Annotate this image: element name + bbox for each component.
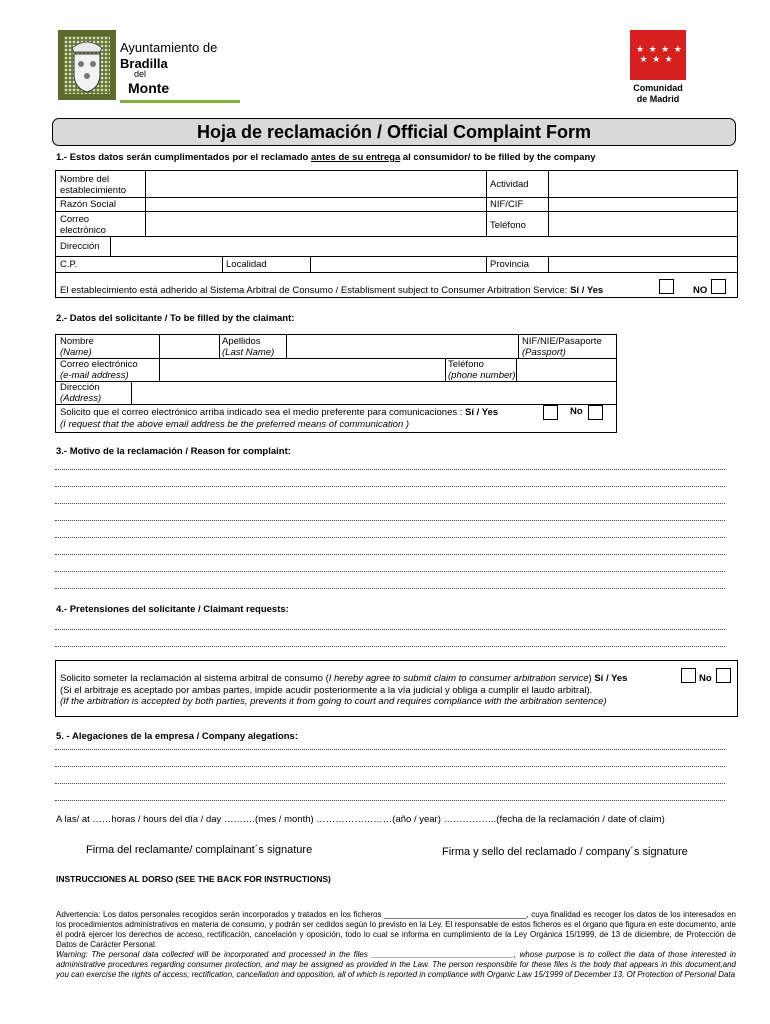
stars-icon: ★ ★ ★ ★ ★ ★ ★ <box>636 44 683 64</box>
correo-field[interactable] <box>147 212 485 235</box>
ayuntamiento-logo <box>58 30 218 102</box>
arbitration-box <box>55 660 738 717</box>
comunidad-madrid-name: Comunidad de Madrid <box>633 83 683 104</box>
email-preference-en: (I request that the above email address be the preferred means of communication ) <box>60 419 410 430</box>
claimant-apellidos-field[interactable] <box>288 336 517 357</box>
arbitral-no-label: NO <box>693 285 708 296</box>
claimant-data-table <box>55 334 617 433</box>
privacy-warning-es: Advertencia: Los datos personales recogidos serán incorporados y tratados en los ficheros ________________________________, cuya finalidad es recoger los datos de los interesados en los procedimientos administrativos en materia de consumo, y podrán ser cedidos según lo previsto en la Ley. El responsable de estos ficheros es el órgano que figura en este documento, ante él podrá ejercer los derechos de acceso, rectificación, cancelación y oposición, todo lo cual se informa en cumplimiento de la Ley Orgánica 15/1999, de 13 de diciembre, de Protección de Datos de Carácter Personal. <box>56 910 736 949</box>
claimant-nombre-label: Nombre (Name) <box>60 336 94 358</box>
logo-line-1: Ayuntamiento de <box>120 40 218 55</box>
privacy-warning-en: Warning: The personal data collected will be incorporated and processed in the files ________________________________, whose purpose is to collect the data of those interested in administrative procedures regarding consumer protection, and may be assigned as provided in the Law. The person responsible for these files is the body that appears in this document,and you can exercise the rights of access, rectification, cancellation and opposition, all of which is reported in compliance with Organic Law 15/1999 of December 13, Of Protection of Personal Data <box>56 950 736 979</box>
email-pref-no-label: No <box>570 406 583 417</box>
section-5-heading: 5. - Alegaciones de la empresa / Company alegations: <box>56 731 298 742</box>
arbitration-no-checkbox[interactable] <box>716 668 731 683</box>
claimant-correo-field[interactable] <box>161 359 444 380</box>
page-title: Hoja de reclamación / Official Complaint Form <box>52 118 736 146</box>
email-pref-no-checkbox[interactable] <box>588 405 603 420</box>
correo-label: Correo electrónico <box>60 214 106 236</box>
logo-line-3: del <box>134 69 147 79</box>
arbitral-text: El establecimiento está adherido al Sistema Arbitral de Consumo / Establisment subject to Consumer Arbitration Service: Sí / Yes <box>60 285 604 296</box>
section-3-heading: 3.- Motivo de la reclamación / Reason for complaint: <box>56 446 291 457</box>
direccion-field[interactable] <box>112 237 736 255</box>
localidad-field[interactable] <box>312 257 485 271</box>
claimant-nombre-field[interactable] <box>161 336 218 357</box>
provincia-field[interactable] <box>550 257 736 271</box>
nombre-label: Nombre del establecimiento <box>60 174 127 196</box>
email-pref-yes-checkbox[interactable] <box>543 405 558 420</box>
arbitral-yes-checkbox[interactable] <box>659 279 674 294</box>
telefono-field[interactable] <box>550 212 736 235</box>
razon-social-field[interactable] <box>147 198 485 210</box>
claimant-telefono-label: Teléfono (phone number) <box>448 359 516 381</box>
email-preference-text: Solicito que el correo electrónico arriba indicado sea el medio preferente para comunicaciones : Sí / Yes <box>60 407 499 418</box>
claimant-correo-label: Correo electrónico (e-mail address) <box>60 359 138 381</box>
section-1-heading: 1.- Estos datos serán cumplimentados por el reclamado antes de su entrega al consumidor/ to be filled by the company <box>56 152 596 163</box>
company-signature-label: Firma y sello del reclamado / company´s signature <box>442 846 688 858</box>
logo-line-2: Bradilla <box>120 56 168 71</box>
arbitral-no-checkbox[interactable] <box>711 279 726 294</box>
actividad-label: Actividad <box>490 179 529 190</box>
claimant-apellidos-label: Apellidos (Last Name) <box>222 336 275 358</box>
logo-line-4: Monte <box>128 80 170 96</box>
section-4-heading: 4.- Pretensiones del solicitante / Claimant requests: <box>56 604 289 615</box>
cp-label: C.P. <box>60 259 78 270</box>
direccion-label: Dirección <box>60 241 100 252</box>
complainant-signature-label: Firma del reclamante/ complainant´s signature <box>86 844 313 856</box>
telefono-label: Teléfono <box>490 220 526 231</box>
claimant-direccion-field[interactable] <box>133 382 615 403</box>
arbitration-yes-checkbox[interactable] <box>681 668 696 683</box>
arbitration-line-3: (If the arbitration is accepted by both parties, prevents it from going to court and requires compliance with the arbitration sentence) <box>60 696 607 707</box>
section-2-heading: 2.- Datos del solicitante / To be filled by the claimant: <box>56 313 295 324</box>
actividad-field[interactable] <box>550 172 736 196</box>
arbitration-line-1: Solicito someter la reclamación al sistema arbitral de consumo (I hereby agree to submit claim to consumer arbitration service) Sí / Yes <box>60 673 628 684</box>
arbitration-no-label: No <box>699 673 712 684</box>
nombre-establecimiento-field[interactable] <box>147 172 485 196</box>
nif-cif-label: NIF/CIF <box>490 199 524 210</box>
cp-field[interactable] <box>96 257 221 271</box>
claimant-nif-label: NIF/NIE/Pasaporte (Passport) <box>522 336 602 358</box>
instructions-note: INSTRUCCIONES AL DORSO (SEE THE BACK FOR INSTRUCTIONS) <box>56 874 331 884</box>
localidad-label: Localidad <box>226 259 267 270</box>
nif-cif-field[interactable] <box>550 198 736 210</box>
coat-of-arms-icon <box>66 34 108 96</box>
comunidad-madrid-flag <box>630 30 686 80</box>
date-line: A las/ at ……horas / hours del día / day ……….(mes / month) ……………………(año / year) ……………..(fecha de la reclamación / date of claim) <box>56 814 665 825</box>
razon-social-label: Razón Social <box>60 199 116 210</box>
logo-background <box>58 30 116 100</box>
arbitration-line-2: (Si el arbitraje es aceptado por ambas partes, impide acudir posteriormente a la vía judicial y obliga a cumplir el laudo arbitral). <box>60 685 593 696</box>
claimant-telefono-field[interactable] <box>518 359 615 380</box>
company-data-table <box>55 170 738 298</box>
claimant-direccion-label: Dirección (Address) <box>60 382 102 404</box>
provincia-label: Provincia <box>490 259 530 270</box>
